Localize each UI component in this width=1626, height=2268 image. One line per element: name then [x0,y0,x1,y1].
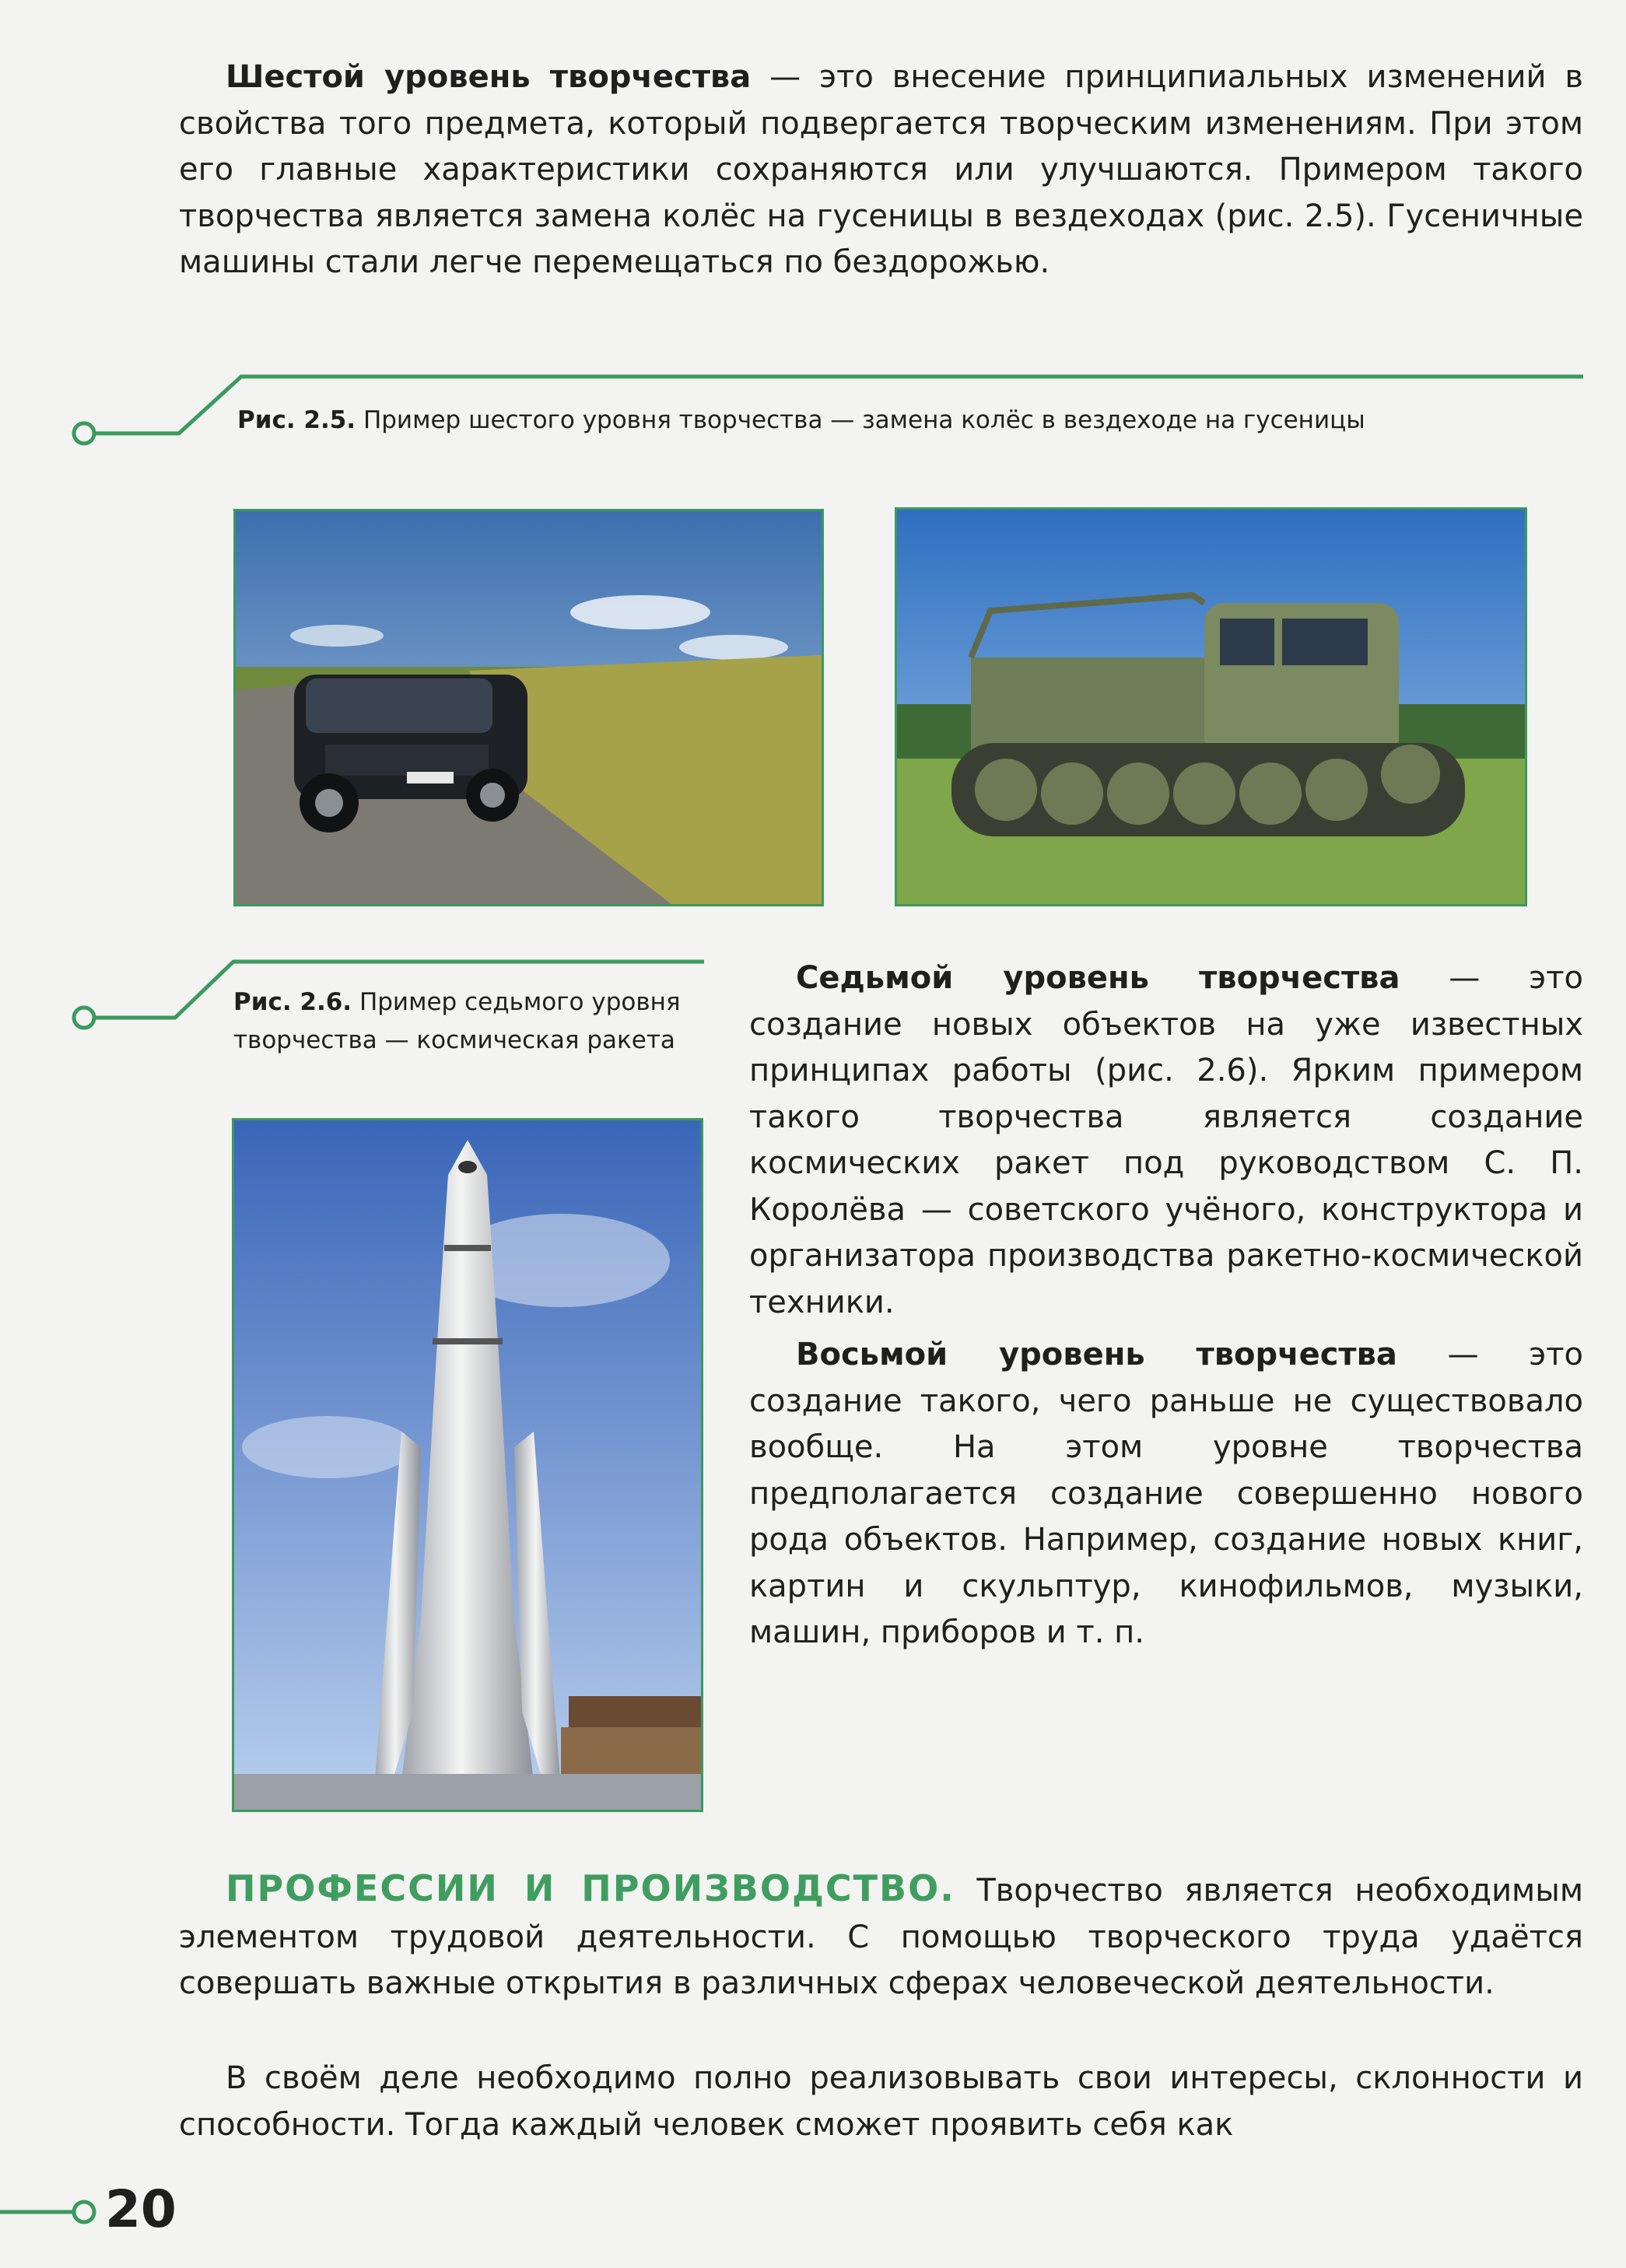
paragraph-level7 [749,955,1583,1326]
fig26-bullet-icon [74,1008,94,1028]
photo-space-rocket [232,1118,703,1812]
term-level7: Седьмой уровень творчества [796,960,1400,996]
text-level8: — это создание такого, чего раньше не существовало вообще. На этом уровне творчества предполагается создание совершенно нового рода объектов. Например, создание новых книг, картин и скульптур, кинофильмов, музыки, машин, приборов и т. п. [749,1337,1584,1650]
caption-fig26-text: Пример седьмого уровня творчества — космическая ракета [233,988,681,1054]
page-number-bullet-icon [74,2202,94,2222]
caption-fig25 [237,401,1583,440]
paragraph-level6 [179,54,1583,286]
text-last: В своём деле необходимо полно реализовывать свои интересы, склонности и способности. Тогда каждый человек сможет проявить себя как [179,2060,1583,2143]
photo-tracked-vehicle [895,507,1527,906]
photo-suv-car [233,509,824,906]
paragraph-level8 [749,1332,1583,1656]
text-level7: — это создание новых объектов на уже известных принципах работы (рис. 2.6). Ярким примером такого творчества является создание космических ракет под руководством С. П. Королёва — советского учёного, конструктора и организатора производства ракетно-космической техники. [749,960,1583,1320]
term-level6: Шестой уровень творчества [226,59,752,95]
caption-fig25-label: Рис. 2.5. [237,406,356,434]
text-level6: — это внесение принципиальных изменений в свойства того предмета, который подвергается творческим изменениям. При этом его главные характеристики сохраняются или улучшаются. Примером такого творчества является замена колёс на гусеницы в вездеходах (рис. 2.5). Гусеничные машины стали легче перемещаться по бездорожью. [179,59,1583,280]
page-number: 20 [105,2179,177,2239]
paragraph-last [179,2056,1583,2148]
caption-fig26 [233,983,700,1060]
fig25-bullet-icon [74,423,94,443]
caption-fig25-text: Пример шестого уровня творчества — замена колёс в вездеходе на гусеницы [356,406,1365,434]
paragraph-professions [179,1866,1583,2007]
caption-fig26-label: Рис. 2.6. [233,988,352,1016]
text-professions: Творчество является необходимым элементом трудовой деятельности. С помощью творческого труда удаётся совершать важные открытия в различных сферах человеческой деятельности. [179,1873,1583,2001]
section-heading-professions: ПРОФЕССИИ И ПРОИЗВОДСТВО. [226,1867,955,1909]
term-level8: Восьмой уровень творчества [796,1337,1397,1372]
